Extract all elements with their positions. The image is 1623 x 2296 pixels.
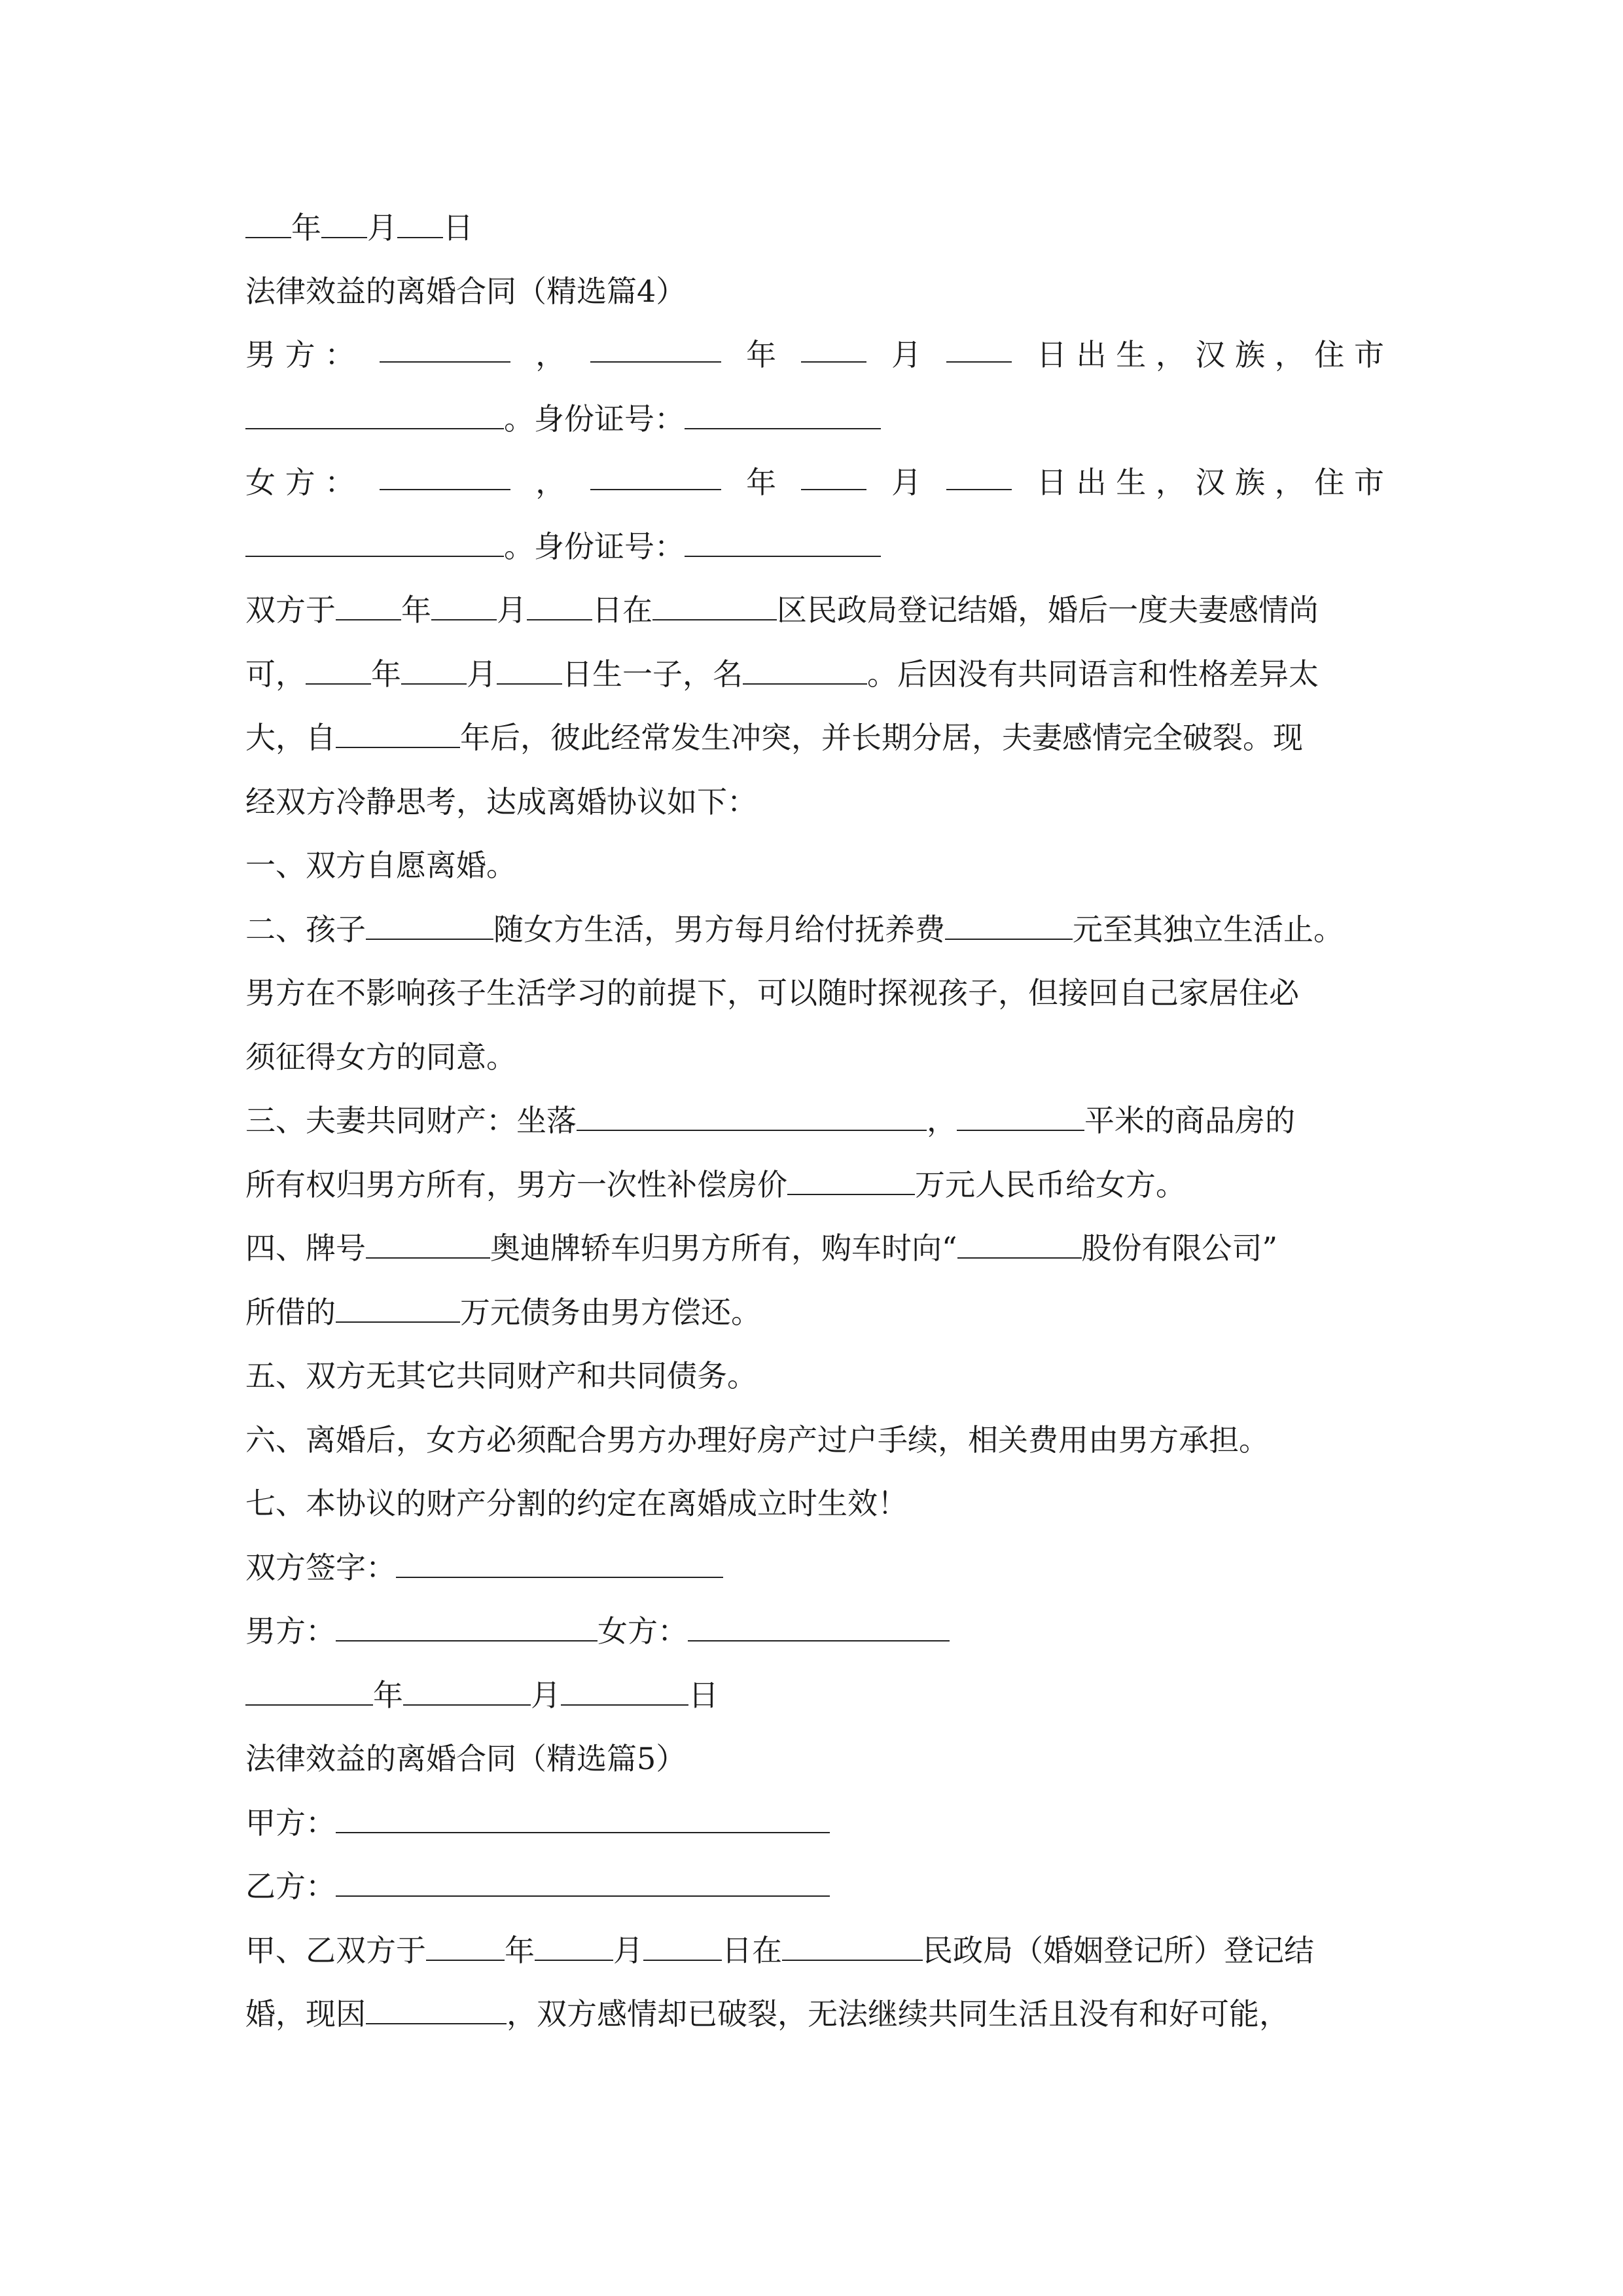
party-a-line [245,1803,1384,1842]
comma: ， [535,465,566,500]
blank [321,211,367,238]
birth-year-blank [590,335,721,363]
item-2-line1 [245,910,1384,949]
male-name-blank [380,335,510,363]
male-party-line [245,335,1384,374]
blank [336,1295,460,1323]
blank [306,657,371,685]
text: 月 [613,1933,643,1968]
item-3-line2 [245,1165,1384,1204]
yue: 月 [891,337,922,372]
text: 月 [497,592,527,628]
text: 随女方生活，男方每月给付抚养费 [493,912,945,947]
item-4-line2 [245,1293,1384,1332]
male-id-line [245,399,1384,439]
text: 民政局（婚姻登记所）登记结 [923,1933,1314,1968]
year-label: 年 [373,1677,403,1713]
comma: ， [535,337,566,372]
blank [743,657,867,685]
text: 日生一子，名 [562,656,743,692]
text: 日在 [722,1933,782,1968]
text: 股份有限公司” [1081,1230,1278,1266]
text: 甲、乙双方于 [245,1933,426,1968]
month-label: 月 [367,210,397,245]
blank [401,657,467,685]
blank [497,657,562,685]
born-text: 日 出 生 ， 汉 族 ， 住 市 [1037,465,1384,500]
blank [643,1933,722,1961]
text: 万元人民币给女方。 [915,1167,1186,1202]
birth-day-blank [946,463,1012,490]
address-blank [245,402,504,429]
text: 年 [371,656,401,692]
item-2-line3: 须征得女方的同意。 [245,1039,516,1075]
s5-para-line2 [245,1994,1384,2034]
text: 所借的 [245,1295,336,1330]
text: 年 [401,592,431,628]
party-sign-line [245,1611,1384,1651]
birth-month-blank [801,335,866,363]
birth-day-blank [946,335,1012,363]
id-label: 。身份证号： [504,401,685,437]
party-a-label: 甲方： [245,1805,336,1840]
text: ，双方感情却已破裂，无法继续共同生活且没有和好可能， [507,1996,1289,2032]
blank [431,593,497,620]
text: 。后因没有共同语言和性格差异太 [867,656,1319,692]
text: 所有权归男方所有，男方一次性补偿房价 [245,1167,787,1202]
party-b-blank [336,1869,830,1897]
blank [787,1168,915,1195]
signature-blank [396,1551,723,1578]
male-sign-label: 男方： [245,1613,336,1649]
item-4-line1 [245,1229,1384,1268]
day-label: 日 [443,210,473,245]
blank [561,1678,688,1706]
blank [336,593,401,620]
month-label: 月 [531,1677,561,1713]
blank [366,912,493,940]
item-6: 六、离婚后，女方必须配合男方办理好房产过户手续，相关费用由男方承担。 [245,1422,1269,1458]
day-label: 日 [688,1677,719,1713]
blank [782,1933,923,1961]
text: 日在 [592,592,652,628]
s5-para-line1 [245,1931,1384,1970]
para1-line3 [245,718,1384,757]
item-5: 五、双方无其它共同财产和共同债务。 [245,1358,757,1393]
para1-line1 [245,590,1384,630]
blank [245,211,291,238]
item-7: 七、本协议的财产分割的约定在离婚成立时生效！ [245,1486,908,1521]
party-b-line [245,1867,1384,1906]
blank [245,1678,373,1706]
text: 二、孩子 [245,912,366,947]
blank [957,1103,1084,1131]
birth-month-blank [801,463,866,490]
text: 区民政局登记结婚，婚后一度夫妻感情尚 [777,592,1319,628]
id-blank [685,402,881,429]
text: 大，自 [245,720,336,755]
section4-title: 法律效益的离婚合同（精选篇4） [245,274,687,309]
top-date-line [245,208,1384,247]
blank [652,593,777,620]
blank [397,211,443,238]
male-label: 男 方 ： [245,337,355,372]
party-b-label: 乙方： [245,1869,336,1904]
text: 万元债务由男方偿还。 [460,1295,761,1330]
year-label: 年 [291,210,321,245]
address-blank [245,529,504,557]
para1-line4: 经双方冷静思考，达成离婚协议如下： [245,784,757,819]
blank [577,1103,927,1131]
text: ， [927,1103,957,1138]
blank [336,721,460,748]
text: 年 [505,1933,535,1968]
female-name-blank [380,463,510,490]
text: 三、夫妻共同财产：坐落 [245,1103,577,1138]
female-id-line [245,527,1384,566]
text: 双方于 [245,592,336,628]
text: 平米的商品房的 [1084,1103,1295,1138]
nian: 年 [746,337,777,372]
item-2-line2: 男方在不影响孩子生活学习的前提下，可以随时探视孩子，但接回自己家居住必 [245,975,1299,1011]
male-signature-blank [336,1614,597,1641]
sign-date-line [245,1676,1384,1715]
party-a-blank [336,1806,830,1833]
para1-line2 [245,655,1384,694]
born-text: 日 出 生 ， 汉 族 ， 住 市 [1037,337,1384,372]
section5-title: 法律效益的离婚合同（精选篇5） [245,1741,687,1776]
text: 四、牌号 [245,1230,366,1266]
text: 年后，彼此经常发生冲突，并长期分居，夫妻感情完全破裂。现 [460,720,1303,755]
female-label: 女 方 ： [245,465,355,500]
blank [957,1231,1082,1259]
blank [403,1678,531,1706]
text: 月 [467,656,497,692]
female-sign-label: 女方： [597,1613,688,1649]
blank [527,593,592,620]
blank [366,1997,507,2024]
text: 奥迪牌轿车归男方所有，购车时向“ [490,1230,957,1266]
female-party-line [245,463,1384,502]
birth-year-blank [590,463,721,490]
item-3-line1 [245,1101,1384,1140]
yue: 月 [891,465,922,500]
text: 婚，现因 [245,1996,366,2032]
nian: 年 [746,465,777,500]
id-blank [685,529,881,557]
text: 可， [245,656,306,692]
text: 元至其独立生活止。 [1073,912,1344,947]
blank [366,1231,490,1259]
sign-line [245,1548,1384,1587]
sign-label: 双方签字： [245,1550,396,1585]
female-signature-blank [688,1614,950,1641]
blank [535,1933,613,1961]
blank [945,912,1073,940]
blank [426,1933,505,1961]
item-1: 一、双方自愿离婚。 [245,848,516,883]
id-label: 。身份证号： [504,529,685,564]
